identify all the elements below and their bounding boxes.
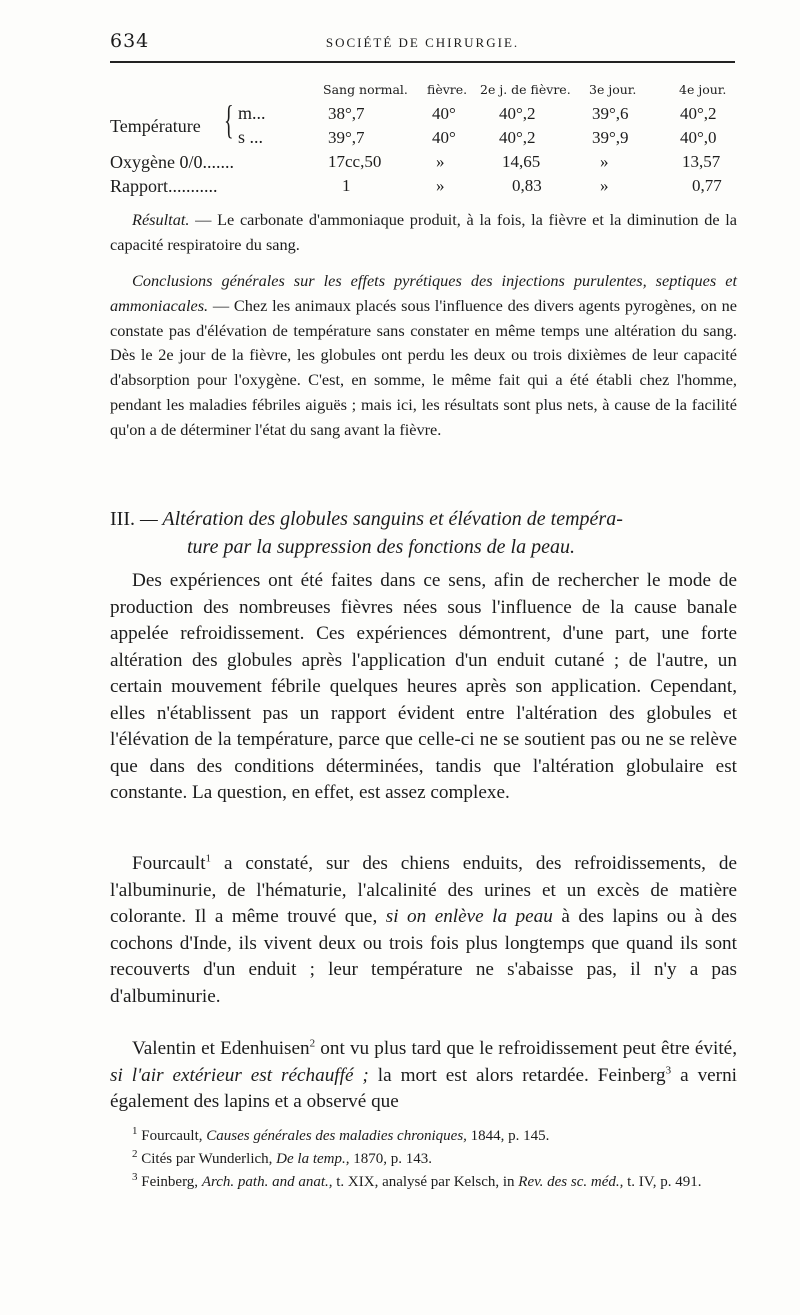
footnote-text: Cités par Wunderlich, [137,1151,277,1167]
emphasis-text: si l'air extérieur est réchauffé ; [110,1064,369,1086]
resultat-text: — Le carbonate d'ammoniaque produit, à la fois, la fièvre et la diminution de la capacité respiratoire du sang. [110,210,737,254]
table-cell: 14,65 [502,152,541,171]
paragraph-text: ont vu plus tard que le refroidissement peut être évité, [315,1038,737,1059]
paragraph-text: à des lapins ou à des cochons d'Inde, ils vivent deux ou trois fois plus longtemps que quand ils sont recouverts d'un enduit ; leur température ne s'abaisse pas, il n'y a pas d'albuminurie. [110,906,737,1007]
author-valentin: Valentin et Edenhuisen [132,1038,310,1059]
col-header: fièvre. [427,82,468,97]
emphasis-text: si on enlève la peau [385,906,553,927]
footnote-text: t. XIX, analysé par Kelsch, in [332,1174,519,1190]
col-header: 4e jour. [679,82,727,97]
table-cell: 17cc,50 [328,152,382,171]
footnote-text: t. IV, p. 491. [623,1174,702,1190]
table-cell: 1 [342,176,351,195]
footnote-3 [110,1171,740,1194]
body-paragraph-1: Des expériences ont été faites dans ce sens, afin de rechercher le mode de production des nombreuses fièvres nées sous l'influence de la cause banale appelée refroidissement. Ces expériences démontrent, d'une part, une forte altération des globules après l'application d'un enduit cutané ; de l'autre, un certain mouvement fébrile quelques heures après son application. Cependant, elles n'établissent pas un rapport évident entre l'altération des globules et l'élévation de la température, parce que celle-ci ne se soutient pas ou ne se relève que dans des conditions déterminées, tandis que l'altération globulaire est constante. La question, en effet, est assez complexe. [110,570,737,803]
footnote-text: 1870, p. 143. [349,1151,432,1167]
author-fourcault: Fourcault [132,853,206,874]
footnote-2 [110,1148,740,1171]
table-cell: 40°,2 [499,104,536,123]
section-heading [110,505,740,561]
table-cell: 40°,2 [499,128,536,147]
footnote-mark: 2 [132,1148,138,1160]
footnote-title: Rev. des sc. méd., [518,1174,624,1190]
row-label: Oxygène 0/0....... [110,152,234,172]
section-title-line2: ture par la suppression des fonctions de la peau. [187,536,575,558]
table-cell: » [436,176,445,195]
col-header: 3e jour. [589,82,637,97]
row-label: Rapport........... [110,176,218,196]
conclusions-paragraph [110,269,737,443]
table-cell: » [436,152,445,171]
table-cell: 40° [432,104,456,123]
table-cell: 13,57 [682,152,721,171]
table-cell: 39°,6 [592,104,629,123]
footnote-ref-1: 1 [205,852,212,865]
running-title: SOCIÉTÉ DE CHIRURGIE. [325,35,520,50]
footnote-ref-3: 3 [665,1064,672,1077]
paragraph-text: a constaté, sur des chiens enduits, des refroidissements, de l'albuminurie, de l'hématurie, l'alcalinité des urines et un excès de matière colorante. Il a même trouvé que, [110,853,737,927]
row-label: m... [238,103,266,123]
table-cell: 40° [432,128,456,147]
table-cell: » [600,176,609,195]
footnote-title: Causes générales des maladies chroniques, [206,1128,467,1144]
footnote-text: Fourcault, [137,1128,207,1144]
resultat-paragraph [110,208,737,258]
temperature-label: Température [110,116,201,136]
body-paragraph-2 [110,851,737,1010]
col-header: 2e j. de fièvre. [480,82,571,97]
table-cell: 40°,2 [680,104,717,123]
brace: { [224,97,234,142]
table-cell: 40°,0 [680,128,717,147]
body-paragraph-3 [110,1036,737,1116]
section-title-line1: — Altération des globules sanguins et élévation de tempéra- [139,508,623,530]
row-label: s ... [238,127,264,147]
section-number: III. [110,508,135,530]
header-rule [110,61,735,63]
footnote-ref-2: 2 [309,1037,316,1050]
table-cell: » [600,152,609,171]
footnote-mark: 1 [132,1125,138,1137]
footnote-text: Feinberg, [137,1174,202,1190]
footnote-1 [110,1125,740,1148]
conclusions-title: Conclusions générales sur les effets pyrétiques des injections purulentes, septiques et ammoniacales. [110,271,737,315]
table-cell: 0,83 [512,176,542,195]
page-number: 634 [110,30,150,52]
paragraph-text: la mort est alors retardée. Feinberg [368,1064,666,1086]
paragraph-text: a verni également des lapins et a observé que [110,1064,738,1112]
resultat-label: Résultat. [132,210,190,229]
col-header: Sang normal. [323,82,408,97]
footnote-title: Arch. path. and anat., [201,1174,333,1190]
table-cell: 38°,7 [328,104,365,123]
table-cell: 0,77 [692,176,722,195]
page-header [110,30,735,54]
footnote-mark: 3 [132,1171,138,1183]
footnote-title: De la temp., [276,1151,350,1167]
table-cell: 39°,7 [328,128,365,147]
table-cell: 39°,9 [592,128,629,147]
conclusions-text: — Chez les animaux placés sous l'influence des divers agents pyrogènes, on ne constate pas d'élévation de température sans constater en même temps une altération du sang. Dès le 2e jour de la fièvre, les globules ont perdu les deux ou trois dixièmes de leur capacité d'absorption pour l'oxygène. C'est, en somme, le même fait qui a été établi chez l'homme, pendant les maladies fébriles aiguës ; mais ici, les résultats sont plus nets, à cause de la facilité qu'on a de déterminer l'état du sang avant la fièvre. [110,295,737,439]
footnote-text: 1844, p. 145. [466,1128,550,1144]
